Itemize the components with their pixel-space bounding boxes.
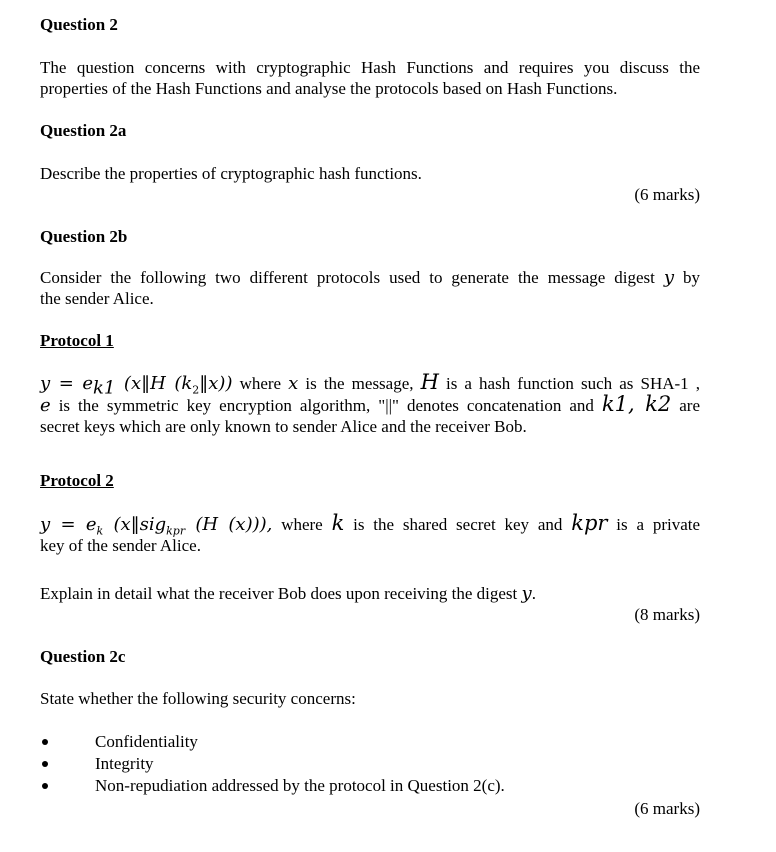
security-concerns-list	[40, 731, 700, 797]
protocol-2-line-2: key of the sender Alice.	[40, 536, 201, 555]
var-y: y	[521, 583, 532, 604]
bullet-icon	[42, 739, 48, 745]
hash-desc-text: is a hash function such as SHA-1 ,	[446, 374, 700, 393]
protocol-1-formula: $y = e_{k1}$ (x‖H $(k_2‖x)$)	[40, 373, 233, 399]
shared-text: is the shared secret key and	[353, 515, 563, 534]
var-keys: k1, k2	[601, 392, 672, 416]
protocol-2-heading: Protocol 2	[40, 471, 114, 490]
bullet-icon	[42, 783, 48, 789]
question-2b-intro-line-1	[40, 267, 700, 288]
protocol-2-formula: $y = e_k$ (x‖sig$_{kpr}$ (H (x))),	[40, 514, 273, 538]
question-2b-explain	[40, 583, 700, 604]
intro-line-1: The question concerns with cryptographic Hash Functions and requires you discuss the	[40, 58, 700, 77]
protocol-2-body	[40, 513, 700, 556]
question-2a-text: Describe the properties of cryptographic hash functions.	[40, 164, 422, 183]
question-2b-marks: (8 marks)	[634, 605, 700, 624]
where-text: where	[281, 515, 323, 534]
explain-text: Explain in detail what the receiver Bob does upon receiving the digest	[40, 584, 518, 603]
var-x: x	[288, 373, 299, 394]
list-item-text: Confidentiality	[95, 732, 198, 751]
list-item-text: Non-repudiation addressed by the protocol in Question 2(c).	[95, 776, 505, 795]
question-2b-intro	[40, 267, 700, 309]
by-text: by	[683, 268, 701, 287]
bullet-icon	[42, 761, 48, 767]
intro-text: Consider the following two different protocols used to generate the message digest	[40, 268, 655, 287]
list-item	[40, 775, 700, 797]
question-2b-intro-line-2: the sender Alice.	[40, 289, 154, 308]
list-item-text: Integrity	[95, 754, 154, 773]
protocol-1-line-3: secret keys which are only known to sender Alice and the receiver Bob.	[40, 417, 527, 436]
question-2c-heading: Question 2c	[40, 647, 126, 666]
protocol-1-heading: Protocol 1	[40, 331, 114, 350]
question-2-heading: Question 2	[40, 15, 118, 34]
protocol-1-line-2	[40, 394, 700, 416]
private-text: is a private	[616, 515, 701, 534]
protocol-1-line-1	[40, 370, 700, 399]
var-kpr: kpr	[571, 511, 608, 535]
is-message-text: is the message,	[305, 374, 414, 393]
question-2b-heading: Question 2b	[40, 227, 128, 246]
intro-line-2: properties of the Hash Functions and analyse the protocols based on Hash Functions.	[40, 79, 618, 98]
var-k: k	[331, 511, 345, 535]
var-e: e	[40, 395, 51, 416]
are-text: are	[679, 396, 701, 415]
protocol-2-line-1	[40, 511, 701, 538]
where-text: where	[239, 374, 282, 393]
protocol-1-body	[40, 372, 700, 437]
question-2-intro	[40, 57, 700, 99]
enc-desc-text: is the symmetric key encryption algorithm, "||" denotes concatenation and	[58, 396, 594, 415]
period: .	[531, 584, 536, 603]
question-2a-heading: Question 2a	[40, 121, 127, 140]
var-y: y	[663, 267, 675, 288]
question-2c-marks: (6 marks)	[634, 799, 700, 818]
list-item	[40, 753, 700, 775]
list-item	[40, 731, 700, 753]
question-2a-marks: (6 marks)	[634, 185, 700, 204]
question-2c-text: State whether the following security concerns:	[40, 689, 356, 708]
var-h: H	[420, 370, 439, 394]
